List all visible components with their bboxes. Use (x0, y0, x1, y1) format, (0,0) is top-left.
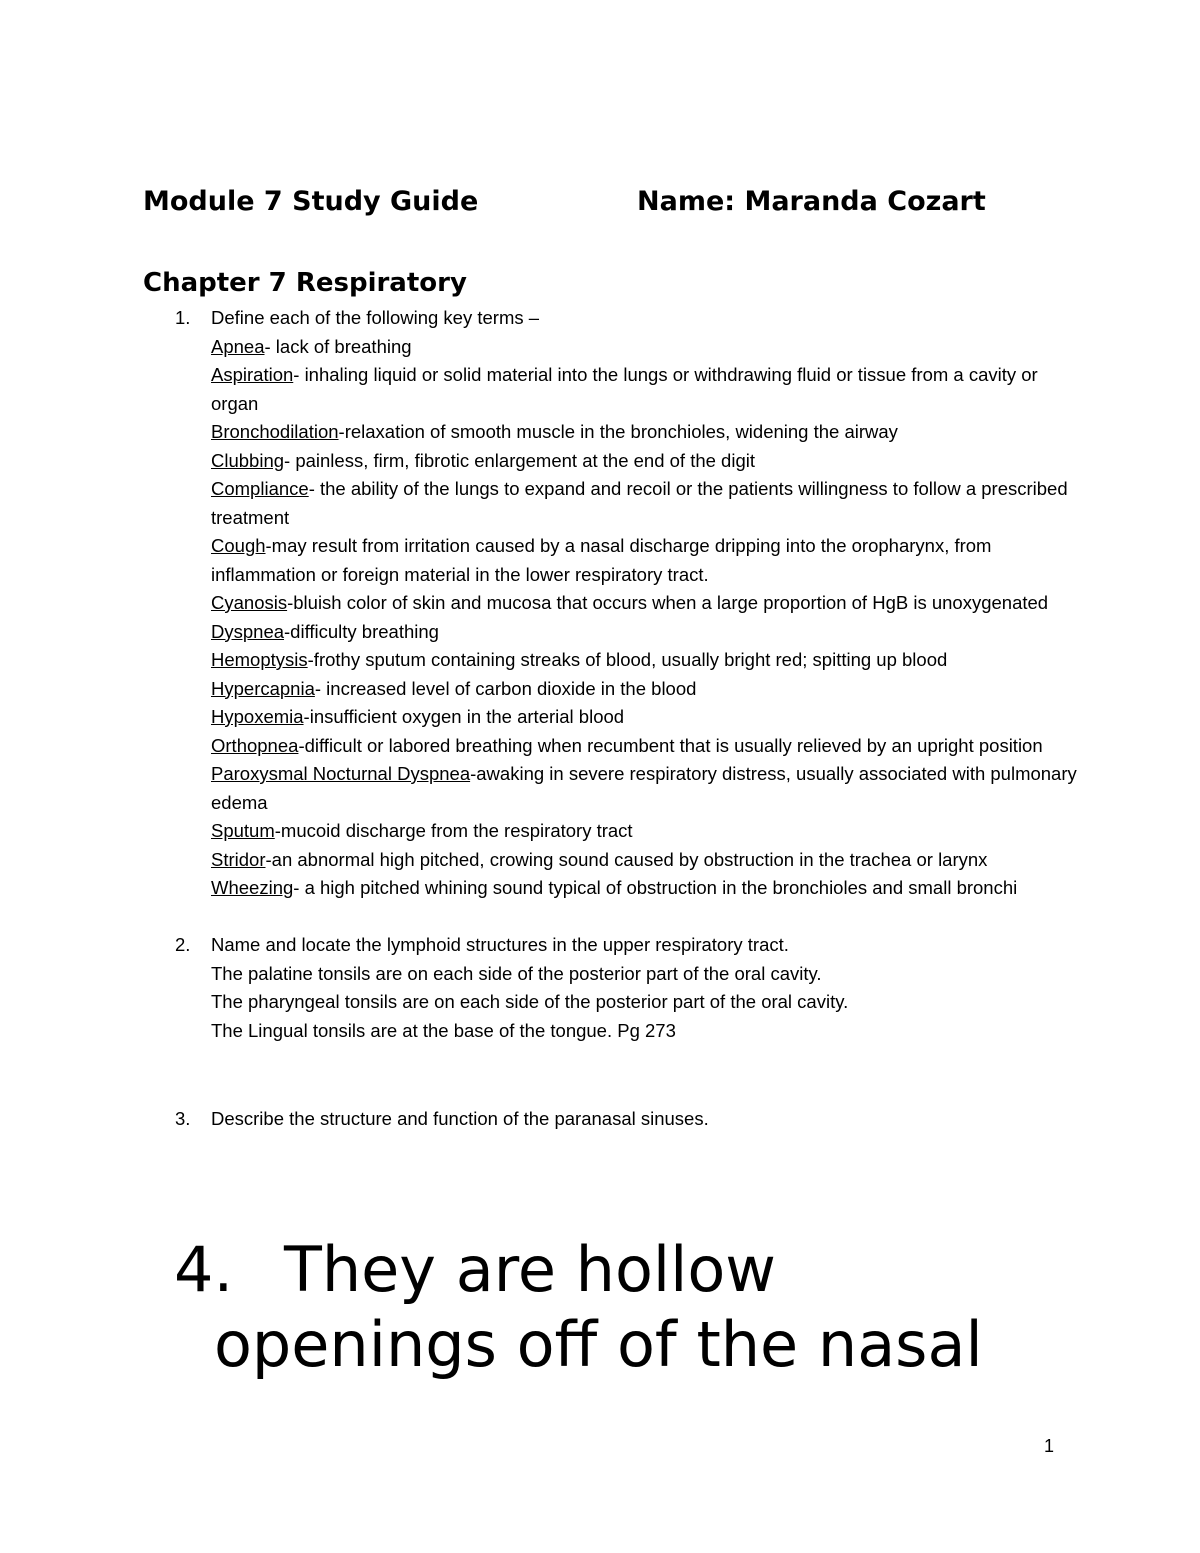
term-definition: - the ability of the lungs to expand and recoil or the patients willingness to follow a prescribed treatment (211, 478, 1068, 528)
document-title: Module 7 Study Guide (143, 186, 479, 217)
question-number: 2. (175, 934, 191, 955)
term-definition: - inhaling liquid or solid material into the lungs or withdrawing fluid or tissue from a cavity or organ (211, 364, 1038, 414)
term-definition: -relaxation of smooth muscle in the bronchioles, widening the airway (338, 421, 898, 442)
term-entry (211, 760, 1083, 817)
term-entry (211, 589, 1083, 618)
term-entry (211, 333, 1083, 362)
term-definition: -frothy sputum containing streaks of blood, usually bright red; spitting up blood (307, 649, 948, 670)
term-entry (211, 532, 1083, 589)
document-header (143, 186, 1063, 226)
question-1 (143, 304, 1083, 333)
term-definition: -difficult or labored breathing when recumbent that is usually relieved by an upright position (298, 734, 1043, 756)
term-entry (211, 646, 1083, 675)
term-definition: - a high pitched whining sound typical of obstruction in the bronchioles and small bronchi (293, 877, 1018, 898)
term-name: Aspiration (211, 364, 294, 385)
term-entry (211, 418, 1083, 447)
term-name: Wheezing (211, 877, 294, 898)
term-name: Stridor (211, 848, 266, 870)
question-number: 4. (174, 1233, 234, 1306)
term-definition: -awaking in severe respiratory distress, usually associated with pulmonary edema (211, 763, 1077, 813)
question-3 (143, 1105, 1083, 1134)
term-definition: -bluish color of skin and mucosa that occurs when a large proportion of HgB is unoxygenated (287, 592, 1049, 613)
term-definition: -insufficient oxygen in the arterial blood (303, 706, 625, 727)
term-definition: - increased level of carbon dioxide in the blood (314, 677, 697, 699)
student-name: Name: Maranda Cozart (637, 186, 986, 217)
term-name: Hypoxemia (211, 706, 304, 727)
term-entry (211, 874, 1083, 903)
question-2 (143, 931, 1083, 960)
document-body (143, 304, 1083, 1134)
question-4 (174, 1232, 1134, 1382)
term-entry (211, 618, 1083, 647)
term-entry (211, 361, 1083, 418)
answer-line: The pharyngeal tonsils are on each side of the posterior part of the oral cavity. (211, 991, 849, 1012)
question-prompt: Describe the structure and function of the paranasal sinuses. (211, 1108, 709, 1129)
answer-line: The palatine tonsils are on each side of the posterior part of the oral cavity. (211, 962, 822, 984)
term-list (211, 333, 1083, 903)
term-entry (211, 732, 1083, 761)
term-definition: -mucoid discharge from the respiratory tract (274, 820, 633, 841)
term-name: Bronchodilation (211, 421, 339, 442)
term-definition: - lack of breathing (264, 335, 412, 357)
term-name: Sputum (211, 820, 275, 841)
term-name: Hypercapnia (211, 677, 315, 699)
term-entry (211, 675, 1083, 704)
question-number: 3. (175, 1108, 191, 1129)
term-definition: -an abnormal high pitched, crowing sound caused by obstruction in the trachea or larynx (265, 848, 988, 870)
page-number: 1 (1044, 1436, 1055, 1456)
answer-text (214, 1232, 1134, 1382)
term-name: Apnea (211, 335, 265, 357)
term-name: Cyanosis (211, 592, 288, 613)
term-definition: - painless, firm, fibrotic enlargement at the end of the digit (284, 449, 755, 471)
term-definition: -difficulty breathing (284, 620, 439, 642)
term-entry (211, 475, 1083, 532)
question-prompt: Define each of the following key terms – (211, 307, 540, 328)
term-definition: -may result from irritation caused by a nasal discharge dripping into the oropharynx, from inflammation or foreign material in the lower respiratory tract. (211, 535, 992, 585)
term-name: Compliance (211, 478, 309, 499)
term-name: Hemoptysis (211, 649, 308, 670)
term-name: Orthopnea (211, 734, 299, 756)
term-entry (211, 817, 1083, 846)
question-number: 1. (175, 307, 191, 328)
answer-content: They are hollow openings off of the nasal (214, 1233, 983, 1381)
question-prompt: Name and locate the lymphoid structures in the upper respiratory tract. (211, 934, 789, 955)
term-entry (211, 703, 1083, 732)
answer-line: The Lingual tonsils are at the base of the tongue. Pg 273 (211, 1019, 676, 1041)
term-name: Clubbing (211, 449, 285, 471)
answer-list (211, 960, 1083, 1046)
term-name: Dyspnea (211, 620, 285, 642)
term-name: Paroxysmal Nocturnal Dyspnea (211, 763, 471, 784)
term-name: Cough (211, 535, 266, 556)
chapter-heading: Chapter 7 Respiratory (143, 268, 467, 298)
term-entry (211, 447, 1083, 476)
term-entry (211, 846, 1083, 875)
